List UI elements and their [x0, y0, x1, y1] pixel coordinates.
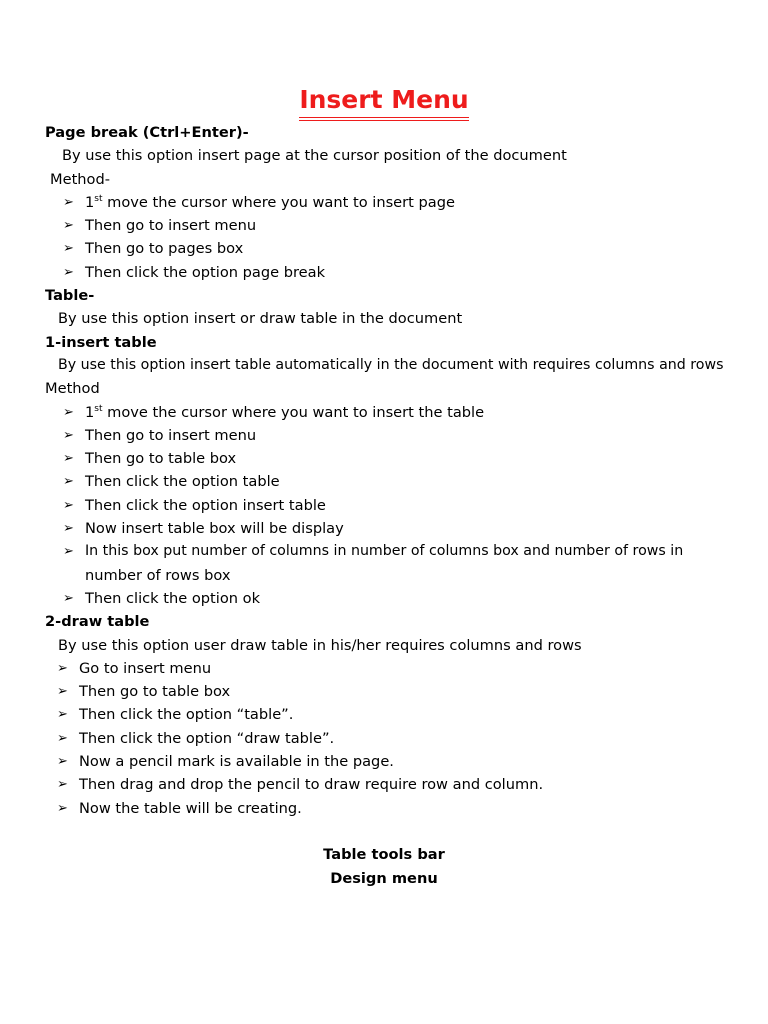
arrow-bullet-icon: ➢	[57, 660, 68, 676]
arrow-bullet-icon: ➢	[57, 684, 68, 700]
list-item-text: Then click the option insert table	[85, 496, 326, 514]
list-item-text: Then click the option “draw table”.	[79, 729, 335, 747]
arrow-bullet-icon: ➢	[63, 404, 74, 420]
page-break-desc-line	[0, 144, 768, 167]
list-item-continuation	[0, 564, 768, 587]
list-item	[0, 447, 768, 470]
insert-table-heading-line	[0, 331, 768, 354]
table-desc: By use this option insert or draw table in the document	[58, 310, 463, 328]
arrow-bullet-icon: ➢	[63, 474, 74, 490]
arrow-bullet-icon: ➢	[63, 590, 74, 606]
list-item	[0, 424, 768, 447]
list-item-text: Then click the option table	[85, 473, 280, 491]
list-item-text: Then drag and drop the pencil to draw require row and column.	[79, 776, 544, 794]
list-item-text: Then go to table box	[85, 450, 237, 468]
title-wrap	[0, 84, 768, 121]
arrow-bullet-icon: ➢	[63, 521, 74, 537]
page-break-heading: Page break (Ctrl+Enter)-	[45, 124, 249, 141]
list-item	[0, 680, 768, 703]
list-item	[0, 401, 768, 424]
list-item-text: 1st move the cursor where you want to insert page	[85, 193, 455, 211]
draw-table-heading: 2-draw table	[45, 613, 150, 631]
list-item	[0, 727, 768, 750]
list-item	[0, 797, 768, 820]
arrow-bullet-icon: ➢	[57, 777, 68, 793]
list-item	[0, 587, 768, 610]
arrow-bullet-icon: ➢	[57, 707, 68, 723]
list-item	[0, 517, 768, 540]
arrow-bullet-icon: ➢	[63, 264, 74, 280]
arrow-bullet-icon: ➢	[63, 544, 74, 560]
footer-line-1	[0, 843, 768, 866]
list-item-text: Then go to table box	[79, 683, 231, 701]
arrow-bullet-icon: ➢	[57, 800, 68, 816]
page-break-desc: By use this option insert page at the cursor position of the document	[62, 147, 567, 165]
draw-table-desc-line	[0, 634, 768, 657]
spacer	[0, 820, 768, 843]
arrow-bullet-icon: ➢	[57, 730, 68, 746]
table-heading-line	[0, 284, 768, 307]
list-item	[0, 470, 768, 493]
page-break-method-label: Method-	[50, 170, 110, 188]
page-break-method-line	[0, 168, 768, 191]
insert-table-desc-line	[0, 354, 768, 377]
design-menu-heading: Design menu	[330, 869, 438, 887]
list-item-text: Go to insert menu	[79, 659, 212, 677]
list-item	[0, 191, 768, 214]
table-desc-line	[0, 307, 768, 330]
arrow-bullet-icon: ➢	[63, 497, 74, 513]
list-item-text: Then go to insert menu	[85, 217, 257, 235]
arrow-bullet-icon: ➢	[63, 194, 74, 210]
list-item-text: Now a pencil mark is available in the page.	[79, 753, 394, 771]
table-tools-bar-heading: Table tools bar	[323, 846, 445, 864]
list-item	[0, 540, 768, 563]
arrow-bullet-icon: ➢	[57, 754, 68, 770]
list-item-text: Now the table will be creating.	[79, 799, 302, 817]
list-item-text: Then click the option ok	[85, 589, 261, 607]
list-item-text: Then click the option page break	[85, 263, 326, 281]
insert-table-desc: By use this option insert table automatically in the document with requires columns and rows	[58, 356, 724, 373]
list-item	[0, 237, 768, 260]
document-body	[0, 121, 768, 890]
insert-table-heading: 1-insert table	[45, 333, 157, 351]
list-item	[0, 703, 768, 726]
footer-line-2	[0, 867, 768, 890]
list-item	[0, 773, 768, 796]
list-item	[0, 261, 768, 284]
arrow-bullet-icon: ➢	[63, 427, 74, 443]
page-title: Insert Menu	[299, 84, 468, 121]
list-item-text: Now insert table box will be display	[85, 520, 344, 538]
arrow-bullet-icon: ➢	[63, 451, 74, 467]
list-item	[0, 214, 768, 237]
page-break-heading-line	[0, 121, 768, 144]
list-item	[0, 494, 768, 517]
table-heading: Table-	[45, 287, 95, 305]
list-item-text: Then click the option “table”.	[79, 706, 294, 724]
list-item-text: Then go to pages box	[85, 240, 244, 258]
list-item-text: number of rows box	[85, 566, 231, 584]
list-item-text: 1st move the cursor where you want to insert the table	[85, 403, 485, 421]
list-item-text: In this box put number of columns in number of columns box and number of rows in	[85, 543, 684, 560]
insert-table-method-line	[0, 377, 768, 400]
draw-table-desc: By use this option user draw table in his/her requires columns and rows	[58, 636, 582, 654]
arrow-bullet-icon: ➢	[63, 218, 74, 234]
insert-table-method-label: Method	[45, 380, 100, 398]
arrow-bullet-icon: ➢	[63, 241, 74, 257]
list-item-text: Then go to insert menu	[85, 426, 257, 444]
list-item	[0, 750, 768, 773]
list-item	[0, 657, 768, 680]
draw-table-heading-line	[0, 610, 768, 633]
